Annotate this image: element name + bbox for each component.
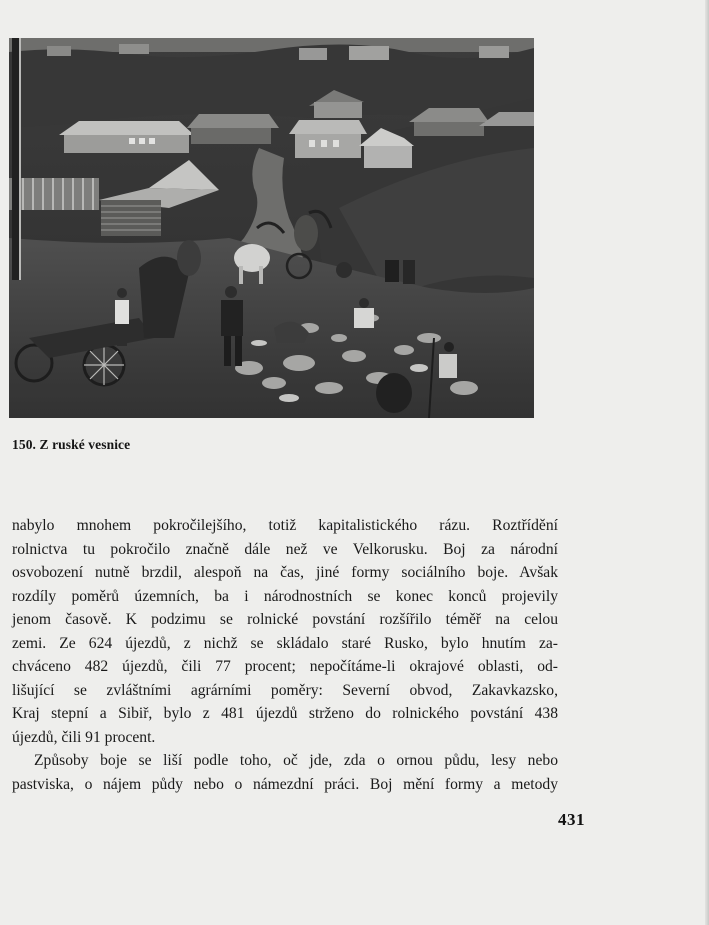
text-line: rozdíly poměrů územních, ba i národnostních se konec konců projevily xyxy=(12,587,558,605)
text-line: osvobození nutně brzdil, alespoň na čas, jiné formy sociálního boje. Avšak xyxy=(12,564,558,581)
text-line: jenom časově. K podzimu se rolnické povstání rozšířilo téměř na celou xyxy=(12,611,558,628)
text-line: lišující se zvláštními agrárními poměry: Severní obvod, Zakavkazsko, xyxy=(12,681,558,699)
text-line: rolnictva tu pokročilo značně dále než ve Velkorusku. Boj za národní xyxy=(12,540,558,558)
body-text xyxy=(12,514,558,796)
text-line: pastviska, o nájem půdy nebo o námezdní práci. Boj mění formy a metody xyxy=(12,775,558,793)
figure-photo xyxy=(9,38,534,418)
text-line: zemi. Ze 624 újezdů, z nichž se skládalo staré Rusko, bylo hnutím za- xyxy=(12,634,558,652)
page-edge xyxy=(705,0,709,925)
village-photo-illustration xyxy=(9,38,534,418)
paragraph-start-line: Způsoby boje se liší podle toho, oč jde, zda o ornou půdu, lesy nebo xyxy=(34,752,558,769)
text-line: Kraj stepní a Sibiř, bylo z 481 újezdů strženo do rolnického povstání 438 xyxy=(12,705,558,722)
text-line: nabylo mnohem pokročilejšího, totiž kapitalistického rázu. Roztřídění xyxy=(12,517,558,534)
figure-caption: 150. Z ruské vesnice xyxy=(12,437,131,452)
text-line: chváceno 482 újezdů, čili 77 procent; nepočítáme-li okrajové oblasti, od- xyxy=(12,658,558,675)
page-number: 431 xyxy=(558,810,585,829)
text-line: újezdů, čili 91 procent. xyxy=(12,728,156,746)
